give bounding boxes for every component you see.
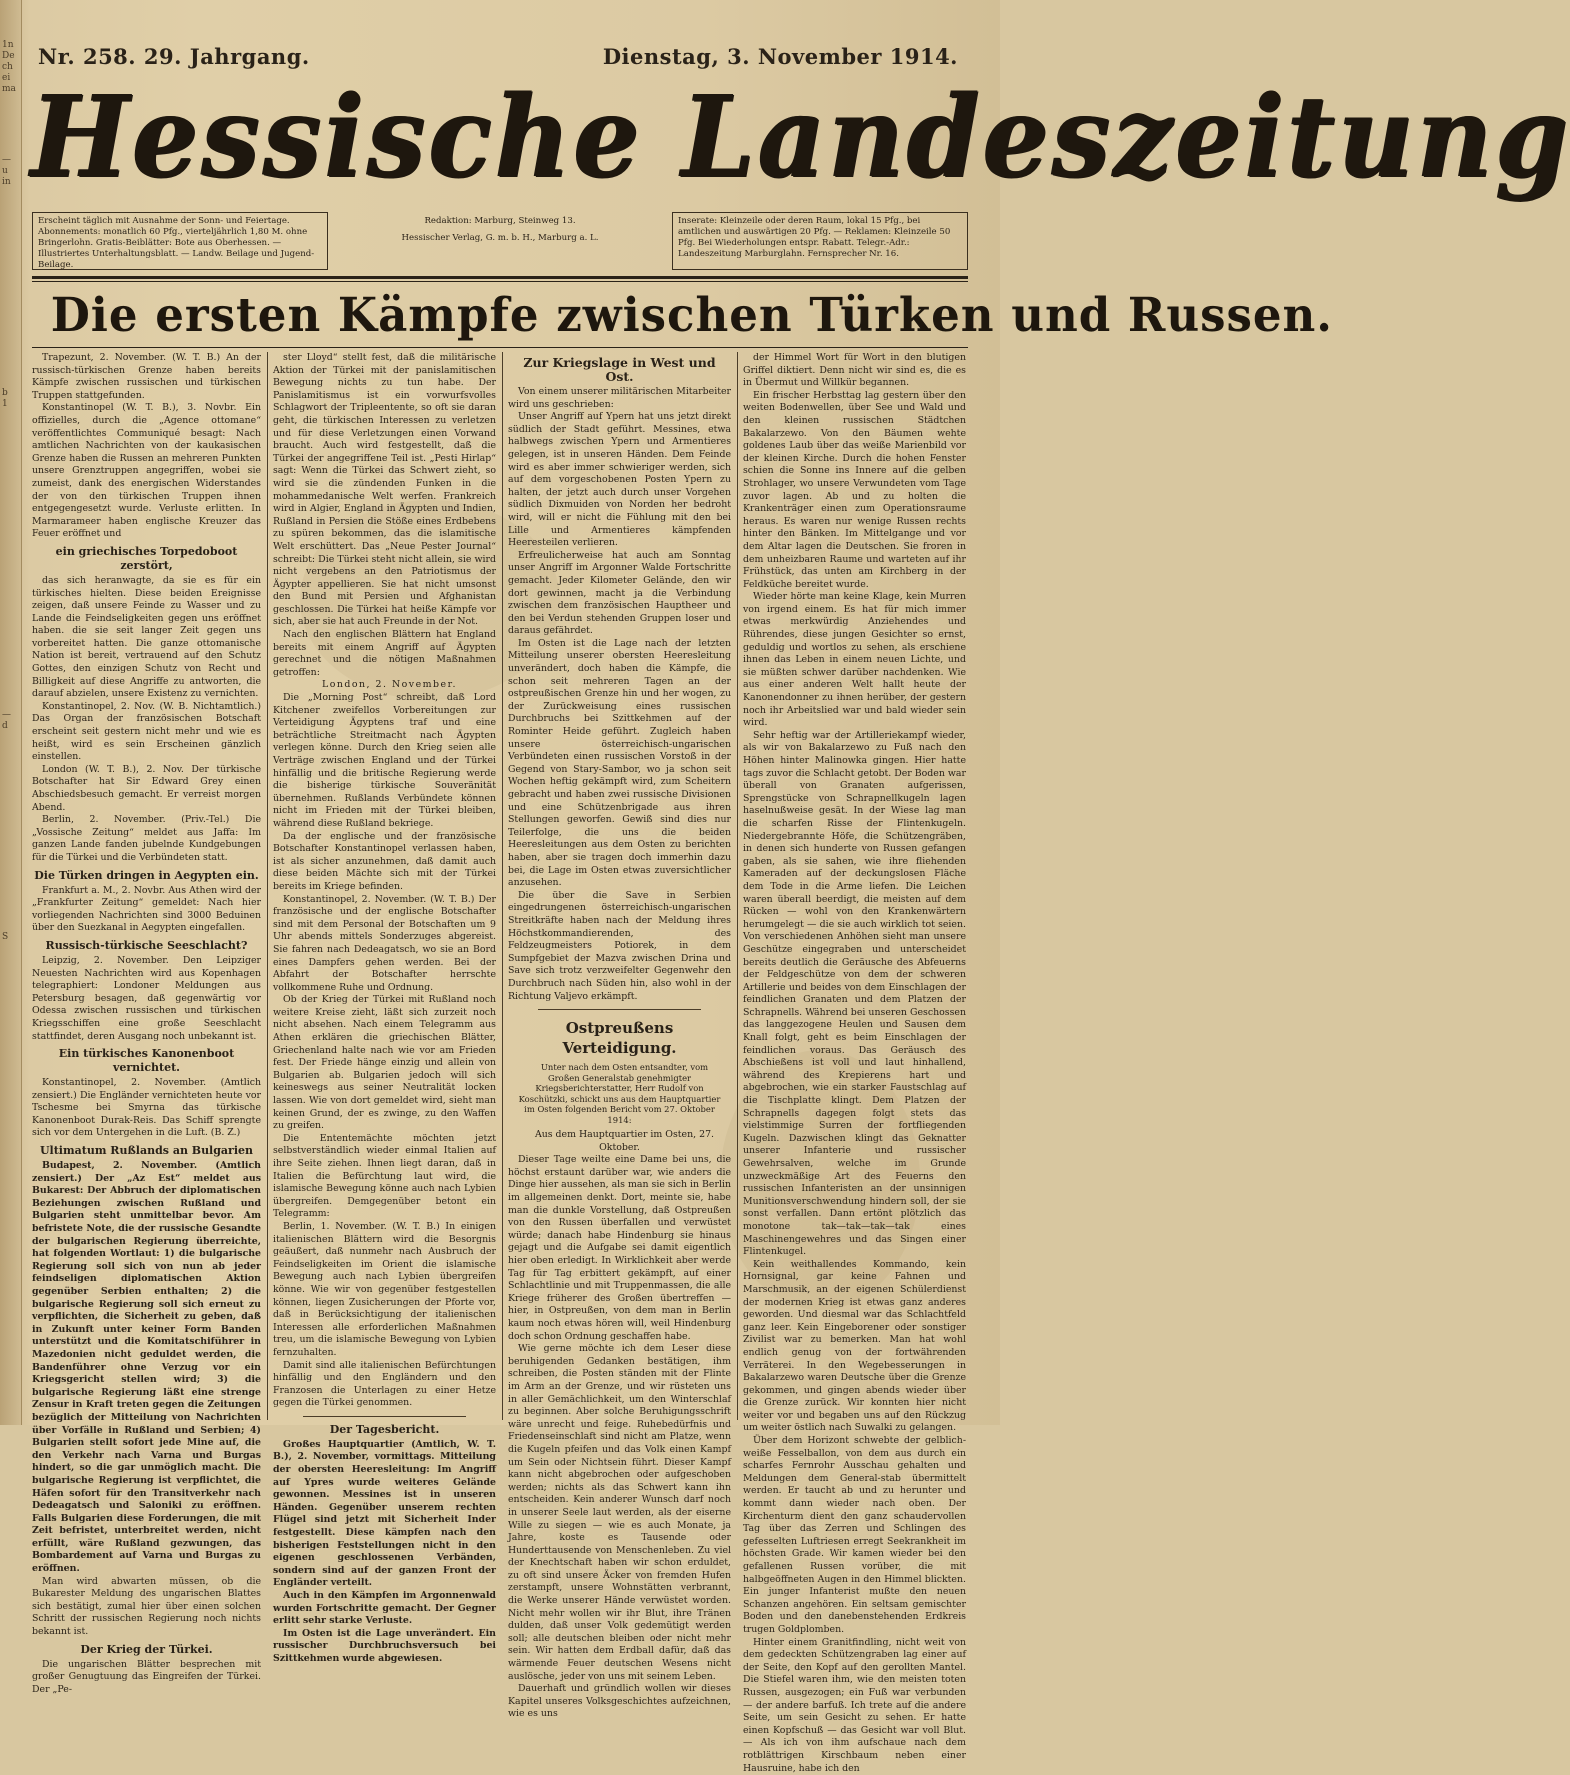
paragraph: Man wird abwarten müssen, ob die Bukarester Meldung des ungarischen Blattes sich bestätigt, zumal hier über einen solchen Schritt der russischen Regierung noch nichts bekannt ist. <box>32 1575 261 1638</box>
header-rule <box>32 276 968 279</box>
paragraph: Damit sind alle italienischen Befürchtungen hinfällig und den Engländern und den Franzosen die Unterlagen zu einer Hetze gegen die Türkei genommen. <box>273 1359 496 1409</box>
dateline: London, 2. November. <box>321 679 458 691</box>
paragraph: Frankfurt a. M., 2. Novbr. Aus Athen wird der „Frankfurter Zeitung“ gemeldet: Nach hier vorliegenden Nachrichten sind 3000 Beduinen über den Suezkanal in Aegypten eingefallen. <box>32 884 261 934</box>
dateline: Aus dem Hauptquartier im Osten, 27. Oktober. <box>534 1129 715 1153</box>
paragraph: Da der englische und der französische Botschafter Konstantinopel verlassen haben, ist als sicher anzunehmen, daß damit auch diese beiden Mächte sich mit der Türkei bereits im Kriege befinden. <box>273 830 496 892</box>
byline: Unter nach dem Osten entsandter, vom Großen Generalstab genehmigter Kriegsberichterstatter, Herr Rudolf von Koschützki, schickt uns aus dem Hauptquartier im Osten folgenden Bericht vom 27. Oktober 1914: <box>518 1062 721 1125</box>
paragraph: Unser Angriff auf Ypern hat uns jetzt direkt südlich der Stadt geführt. Messines, etwa halbwegs zwischen Ypern und Armentieres gelegen, ist in unseren Händen. Dem Feinde wird es aber immer schwieriger werden, sich auf dem vorgeschobenen Posten Ypern zu halten, der jetzt auch durch unser Vorgehen südlich Dixmuiden von Norden her bedroht wird, will er nicht die Fühlung mit den bei Lille und Armentieres kämpfenden Heeresteilen verlieren. <box>508 411 731 549</box>
paragraph: Konstantinopel, 2. November. (Amtlich zensiert.) Die Engländer vernichteten heute vor Tschesme bei Smyrna das türkische Kanonenboot Durak-Reis. Das Schiff sprengte sich vor dem Untergehen in die Luft. (B. Z.) <box>32 1077 261 1139</box>
subheading: Die Türken dringen in Aegypten ein. <box>34 868 259 882</box>
subheading: ein griechisches Torpedoboot zerstört, <box>55 544 238 572</box>
edge-fragment: ei <box>2 73 11 83</box>
publisher-name: Hessischer Verlag, G. m. b. H., Marburg a. L. <box>401 233 599 243</box>
paragraph: ster Lloyd“ stellt fest, daß die militärische Aktion der Türkei mit der panislamitischen Bewegung nichts zu tun habe. Der Panislamitismus ist ein vorwurfsvolles Schlagwort der Tripleentente, so oft sie daran geht, die türkischen Interessen zu verletzen und für diese Verletzungen einen Vorwand braucht. Auch wird festgestellt, daß die Türkei der angegriffene Teil ist. „Pesti Hirlap“ sagt: Wenn die Türkei das Schwert zieht, so wird sie die zündenden Funken in die mohammedanische Welt werfen. Frankreich wird in Algier, England in Ägypten und Indien, Rußland in Persien die Stöße eines Erdbebens zu spüren bekommen, das die islamitische Welt erschüttert. Das „Neue Pester Journal“ schreibt: Die Türkei steht nicht allein, sie wird nicht vergebens an den Patriotismus der Ägypter appellieren. Sie hat nicht umsonst den Bund mit Persien und Afghanistan geschlossen. Die Türkei hat heiße Kämpfe vor sich, aber sie hat auch Freunde in der Not. <box>273 352 496 628</box>
paragraph: Wie gerne möchte ich dem Leser diese beruhigenden Gedanken bestätigen, ihm schreiben, die Posten ständen mit der Flinte im Arm an der Grenze, und wir rüsteten uns in aller Gemächlichkeit, um den Winterschlaf zu beginnen. Aber solche Beruhigungsschrift wäre unrecht und feige. Ruhebedürfnis und Friedenseinschlaft sind nicht am Platze, wenn die Kugeln pfeifen und das Volk einen Kampf um Sein oder Nichtsein führt. Dieser Kampf kann nicht abgebrochen oder aufgeschoben werden; nichts als das Schwert kann ihn entscheiden. Kein anderer Wunsch darf noch in unserer Seele laut werden, als der eiserne Wille zu siegen — wie es auch Monate, ja Jahre, koste es Tausende oder Hunderttausende von Menschenleben. Zu viel der Knechtschaft haben wir schon erduldet, zu oft sind unsere Äcker von fremden Hufen zerstampft, unsere Wohnstätten verbrannt, die Werke unserer Hände verwüstet worden. Nicht mehr wollen wir ihr Blut, ihre Tränen dulden, daß unser Volk gedemütigt werden soll; alle deutschen bleiben oder nicht mehr sein. Wir hatten dem Erdball dafür, daß das wärmende Feuer deutschen Wesens nicht auslösche, jeder von uns mit seinem Leben. <box>508 1343 731 1682</box>
column-3 <box>502 352 731 1720</box>
paragraph: Im Osten ist die Lage unverändert. Ein russischer Durchbruchsversuch bei Szittkehmen wurde abgewiesen. <box>273 1627 496 1664</box>
main-headline: Die ersten Kämpfe zwischen Türken und Russen. <box>50 288 1333 343</box>
edge-fragment: b <box>2 388 8 398</box>
issue-line <box>38 42 958 70</box>
paragraph: Die „Morning Post“ schreibt, daß Lord Kitchener zweifellos Vorbereitungen zur Verteidigung Ägyptens traf und eine beträchtliche Streitmacht nach Ägypten verlegen könne. Durch den Krieg seien alle Verträge zwischen England und der Türkei hinfällig und die britische Regierung werde die bisherige türkische Souveränität übernehmen. Rußlands Verbündete können nicht im Frieden mit der Türkei bleiben, während diese Rußland bekriege. <box>273 692 496 829</box>
section-separator <box>538 1009 701 1010</box>
issue-number: Nr. 258. 29. Jahrgang. <box>38 43 310 69</box>
edge-fragment: in <box>2 177 11 187</box>
edge-fragment: 1 <box>2 399 8 409</box>
subheading: Zur Kriegslage in West und Ost. <box>523 355 716 384</box>
paragraph: Auch in den Kämpfen im Argonnenwald wurden Fortschritte gemacht. Der Gegner erlitt sehr starke Verluste. <box>273 1590 496 1627</box>
paragraph: Konstantinopel, 2. November. (W. T. B.) Der französische und der englische Botschafter sind mit dem Personal der Botschaften um 9 Uhr abends mittels Sonderzuges abgereist. Sie fahren nach Dedeagatsch, wo sie an Bord eines Dampfers gehen werden. Bei der Abfahrt der Botschafter herrschte vollkommene Ruhe und Ordnung. <box>273 893 496 993</box>
paragraph: Die über die Save in Serbien eingedrungenen österreichisch-ungarischen Streitkräfte haben nach der Meldung ihres Höchstkommandierenden, des Feldzeugmeisters Potiorek, in dem Sumpfgebiet der Mazva zwischen Drina und Save sich trotz verzweifelter Gegenwehr den Durchbruch nach Süden hin, also wohl in der Richtung Valjevo erkämpft. <box>508 889 731 1002</box>
paragraph: Nach den englischen Blättern hat England bereits mit einem Angriff auf Ägypten gerechnet und die nötigen Maßnahmen getroffen: <box>273 629 496 678</box>
masthead-title: Hessische Landeszeitung <box>30 70 1570 203</box>
paragraph: Berlin, 1. November. (W. T. B.) In einigen italienischen Blättern wird die Besorgnis geäußert, daß nunmehr nach Ausbruch der Feindseligkeiten im Orient die islamische Bewegung auch nach Lybien übergreifen könne. Wie wir von gegenüber festgestellen können, liegen Zusicherungen der Pforte vor, daß in Berücksichtigung der italienischen Interessen alle erforderlichen Maßnahmen treu, um die islamische Bewegung von Lybien fernzuhalten. <box>273 1220 496 1358</box>
subheading: Der Krieg der Türkei. <box>80 1642 213 1656</box>
paragraph: Ein frischer Herbsttag lag gestern über den weiten Bodenwellen, über See und Wald und den kleinen russischen Städtchen Bakalarzewo. Von den Bäumen wehte goldenes Laub über das weiße Marienbild vor der kleinen Kirche. Durch die hohen Fenster schien die Sonne ins Innere auf die gelben Strohlager, wo unsere Verwundeten vom Tage zuvor lagen. Ab und zu holten die Krankenträger einen zum Operationsraume heraus. Es waren nur wenige Russen rechts hinter den Bänken. Im Mittelgange und vor dem Altar lagen die Deutschen. Sie froren in dem unheizbaren Raume und warteten auf ihr Frühstück, das unten am Kirchberg in der Feldküche bereitet wurde. <box>743 389 966 590</box>
subheading: Der Tagesbericht. <box>329 1422 440 1436</box>
paragraph: Wieder hörte man keine Klage, kein Murren von irgend einem. Es hat für mich immer etwas merkwürdig Anziehendes und Rührendes, diese jungen Gesichter so ernst, geduldig und wortlos zu sehen, als erschiene ihnen das Leben in einem neuen Lichte, und sie müßten schwer darüber nachdenken. Wie aus einer anderen Welt hallt heute der Kanonendonner zu ihnen herüber, der gestern noch ihr Arbeitslied war und bald wieder sein wird. <box>743 591 966 729</box>
paragraph: Leipzig, 2. November. Den Leipziger Neuesten Nachrichten wird aus Kopenhagen telegraphiert: Londoner Meldungen aus Petersburg besagen, daß gegenwärtig vor Odessa zwischen russischen und türkischen Kriegsschiffen eine große Seeschlacht stattfindet, deren Ausgang noch unbekannt ist. <box>32 954 261 1042</box>
issue-date: Dienstag, 3. November 1914. <box>602 43 958 69</box>
paragraph: Über dem Horizont schwebte der gelblich-weiße Fesselballon, von dem aus durch ein scharfes Fernrohr Ausschau gehalten und Meldungen dem General-stab übermittelt werden. Er taucht ab und zu herunter und kommt dann wieder nach oben. Der Kirchenturm dient den ganz schaudervollen Tag über das Zerren und Schlingen des gefesselten Luftriesen erregt Seekrankheit im höchsten Grade. Wir kamen wieder bei den gefallenen Russen vorüber, die mit halbgeöffneten Augen in den Himmel blickten. Ein junger Infanterist mußte den neuen Schanzen angehören. Ein seltsam gemischter Boden und den danebenstehenden Erdkreis trugen Goldplomben. <box>743 1435 966 1635</box>
headline-rule <box>32 347 968 348</box>
editorial-address: Redaktion: Marburg, Steinweg 13. <box>424 216 576 226</box>
section-separator <box>303 1416 466 1417</box>
paragraph: Hinter einem Granitfindling, nicht weit von dem gedeckten Schützengraben lag einer auf der Seite, den Kopf auf den gerollten Mantel. Die Stiefel waren ihm, wie den meisten toten Russen, ausgezogen; ein Fuß war verbunden — der andere barfuß. Ich trete auf die andere Seite, um sein Gesicht zu sehen. Er hatte einen Kopfschuß — das Gesicht war voll Blut. — Als ich von ihm aufschaue nach dem rotblättrigen Kirschbaum neben einer Hausruine, habe ich den <box>743 1636 966 1774</box>
paragraph: Sehr heftig war der Artilleriekampf wieder, als wir von Bakalarzewo zu Fuß nach den Höhen hinter Malinowka gingen. Hier hatte tags zuvor die Schlacht getobt. Der Boden war überall von Granaten aufgerissen, Sprengstücke von Schrapnellkugeln lagen haselnußweise gesät. In der Wiese lag man die scharfen Risse der Flintenkugeln. Niedergebrannte Höfe, die Schützengräben, in denen sich hunderte von Russen gefangen gaben, als sie sahen, wie ihre fliehenden Kameraden auf der deckungslosen Fläche dem Tode in die Arme liefen. Die Leichen waren überall beerdigt, die meisten auf dem Rücken — wohl von den Krankenwärtern herumgelegt — die sie auch wirklich tot seien. Von verschiedenen Anhöhen sieht man unsere Geschütze eingegraben und unterscheidet bereits deutlich die Geräusche des Abfeuerns der Feldgeschütze von dem der schweren Artillerie und beides von dem Einschlagen der feindlichen Granaten und dem Platzen der Schrapnells. Während bei unseren Geschossen das langgezogene Heulen und Sausen dem Knall folgt, geht es beim Einschlagen der feindlichen voraus. Das Geräusch des Abschießens ist voll und laut hinhallend, während des Krepierens hart und abgebrochen, wie ein starker Faustschlag auf die Tischplatte klingt. Dem Platzen der Schrapnells dagegen folgt stets das vielstimmige Surren der fortfliegenden Kugeln. Dazwischen klingt das Geknatter unserer Infanterie und russischer Gewehrsalven, welche im Grunde unzweckmäßige Art des Feuerns den russischen Infanteristen an der unsinnigen Munitionsverschwendung hindern soll, der sie sonst verfallen. Dann ertönt plötzlich das monotone tak—tak—tak—tak eines Maschinengewehres und das Singen einer Flintenkugel. <box>743 729 966 1258</box>
edge-fragment: ch <box>2 62 13 72</box>
column-1 <box>32 352 261 1695</box>
paragraph: London (W. T. B.), 2. Nov. Der türkische Botschafter hat Sir Edward Grey einen Abschiedsbesuch gemacht. Er verreist morgen Abend. <box>32 763 261 813</box>
paragraph: Budapest, 2. November. (Amtlich zensiert.) Der „Az Est“ meldet aus Bukarest: Der Abbruch der diplomatischen Beziehungen zwischen Rußland und Bulgarien steht unmittelbar bevor. Am befristete Note, die der russische Gesandte der bulgarischen Regierung überreichte, hat folgenden Wortlaut: 1) die bulgarische Regierung soll sich von nun ab jeder feindseligen diplomatischen Aktion gegenüber Serbien enthalten; 2) die bulgarische Regierung soll sich erneut zu verpflichten, die Sicherheit zu geben, daß in Zukunft unter keiner Form Banden unterstützt und die Komitatschiführer in Mazedonien nicht geduldet werden, die Bandenführer ohne Verzug vor ein Kriegsgericht stellen wird; 3) die bulgarische Regierung läßt eine strenge Zensur in Kraft treten gegen die Zeitungen bezüglich der Mitteilung von Nachrichten über Vorfälle in Rußland und Serbien; 4) Bulgarien stellt sofort jede Mine auf, die den Verkehr nach Varna und Burgas hindert, so die gar unmöglich macht. Die bulgarische Regierung ist verpflichtet, die Häfen sofort für den Transitverkehr nach Dedeagatsch und Saloniki zu eröffnen. Falls Bulgarien diese Forderungen, die mit Zeit befristet, unterbreitet werden, nicht erfüllt, wäre Rußland gezwungen, das Bombardement auf Varna und Burgas zu eröffnen. <box>32 1160 261 1575</box>
paragraph: Konstantinopel, 2. Nov. (W. B. Nichtamtlich.) Das Organ der französischen Botschaft erscheint seit gestern nicht mehr und wie es heißt, wird es sein Erscheinen gänzlich einstellen. <box>32 700 261 763</box>
paragraph: Trapezunt, 2. November. (W. T. B.) An der russisch-türkischen Grenze haben bereits Kämpfe zwischen russischen und türkischen Truppen stattgefunden. <box>32 352 261 401</box>
column-2 <box>267 352 496 1664</box>
article-columns <box>32 352 968 1774</box>
paragraph: Kein weithallendes Kommando, kein Hornsignal, gar keine Fahnen und Marschmusik, an der eigenen Schülerdienst der modernen Krieg ist etwas ganz anderes geworden. Und diesmal war das Schlachtfeld ganz leer. Kein Eingeborener oder sonstiger Zivilist war zu bemerken. Man hat wohl endlich genug von der fortwährenden Verräterei. In den Wegebesserungen in Bakalarzewo waren Deutsche über die Grenze gekommen, und gingen abends wieder über die Grenze zurück. Wir konnten hier nicht weiter vor und begaben uns auf den Rückzug um weiter östlich nach Suwalki zu gelangen. <box>743 1258 966 1434</box>
paragraph: Die Ententemächte möchten jetzt selbstverständlich wieder einmal Italien auf ihre Seite ziehen. Ihnen liegt daran, daß in Italien die Befürchtung laut wird, die islamische Bewegung könne auch nach Lybien übergreifen. Demgegenüber betont ein Telegramm: <box>273 1132 496 1220</box>
publisher-info <box>350 212 650 270</box>
edge-fragment: De <box>2 51 15 61</box>
column-4 <box>737 352 966 1774</box>
paragraph: Dieser Tage weilte eine Dame bei uns, die höchst erstaunt darüber war, wie anders die Dinge hier aussehen, als man sie sich in Berlin im allgemeinen denkt. Dort, meinte sie, habe man die dunkle Vorstellung, daß Ostpreußen von den Russen überfallen und verwüstet würde; danach habe Hindenburg sie hinaus gejagt und die Aufgabe sei damit eigentlich hier oben erledigt. In Wirklichkeit aber werde Tag für Tag erbittert gekämpft, auf einer Schlachtlinie und mit Truppenmassen, die alle Kriege früherer des Großen übertreffen — hier, in Ostpreußen, von dem man in Berlin kaum noch etwas hören will, weil Hindenburg doch schon Ordnung geschaffen habe. <box>508 1154 731 1342</box>
edge-fragment: — <box>2 710 11 720</box>
paragraph: der Himmel Wort für Wort in den blutigen Griffel diktiert. Denn nicht wir sind es, die es in Übermut und Willkür begannen. <box>743 352 966 389</box>
edge-fragment: ma <box>2 84 16 94</box>
paragraph: Im Osten ist die Lage nach der letzten Mitteilung unserer obersten Heeresleitung unverändert, doch haben die Kämpfe, die schon seit mehreren Tagen an der ostpreußischen Grenze hin und her wogen, zu der Zurückweisung eines russischen Durchbruchs bei Szittkehmen auf der Rominter Heide geführt. Zugleich haben unsere österreichisch-ungarischen Verbündeten einen russischen Vorstoß in der Gegend von Stary-Sambor, wo ja schon seit Wochen heftig gekämpft wird, zum Scheitern gebracht und haben zwei russische Divisionen und eine Schützenbrigade aus ihren Stellungen geworfen. Gewiß sind dies nur Teilerfolge, die uns die beiden Heeresleitungen aus dem Osten zu berichten haben, aber sie tragen doch immerhin dazu bei, die Lage im Osten etwas zuversichtlicher anzusehen. <box>508 637 731 889</box>
paragraph: Großes Hauptquartier (Amtlich, W. T. B.), 2. November, vormittags. Mitteilung der obersten Heeresleitung: Im Angriff auf Ypres wurde weiteres Gelände gewonnen. Messines ist in unseren Händen. Gegenüber unserem rechten Flügel sind jetzt mit Sicherheit Inder festgestellt. Diese kämpfen nach den bisherigen Feststellungen nicht in den eigenen geschlossenen Verbänden, sondern sind auf der ganzen Front der Engländer verteilt. <box>273 1438 496 1589</box>
paragraph: Die ungarischen Blätter besprechen mit großer Genugtuung das Eingreifen der Türkei. Der „Pe- <box>32 1658 261 1695</box>
subheading: Russisch-türkische Seeschlacht? <box>45 938 248 952</box>
adjacent-page-edge <box>0 0 22 1425</box>
paragraph: Ob der Krieg der Türkei mit Rußland noch weitere Kreise zieht, läßt sich zurzeit noch nicht absehen. Nach einem Telegramm aus Athen erklären die griechischen Blätter, Griechenland halte nach wie vor am Frieden fest. Der Friede hänge einzig und allein von Bulgarien ab. Bulgarien jedoch will sich keineswegs aus seiner Neutralität locken lassen. Wie von dort gemeldet wird, sieht man keinen Grund, der es zwinge, zu den Waffen zu greifen. <box>273 994 496 1132</box>
paragraph: Von einem unserer militärischen Mitarbeiter wird uns geschrieben: <box>508 386 731 410</box>
subheading: Ein türkisches Kanonenboot vernichtet. <box>58 1047 235 1075</box>
paragraph: das sich heranwagte, da sie es für ein türkisches hielten. Diese beiden Ereignisse zeigen, daß unsere Feinde zu Wasser und zu Lande die Feindseligkeiten gegen uns eröffnet haben. die sie seit langer Zeit gegen uns vorbereitet hatten. Die ganze ottomanische Nation ist bereit, vertrauend auf den Schutz Gottes, den einzigen Schutz von Recht und Billigkeit auf diese Angriffe zu antworten, die darauf abzielen, unsere Existenz zu vernichten. <box>32 574 261 700</box>
edge-fragment: 1n <box>2 40 14 50</box>
edge-fragment: S <box>2 932 9 942</box>
paragraph: Dauerhaft und gründlich wollen wir dieses Kapitel unseres Volksgeschichtes aufzeichnen, wie es uns <box>508 1683 731 1720</box>
subheading: Ultimatum Rußlands an Bulgarien <box>39 1144 254 1158</box>
info-bar <box>32 212 968 270</box>
advertising-info: Inserate: Kleinzeile oder deren Raum, lokal 15 Pfg., bei amtlichen und auswärtigen 20 Pfg. — Reklamen: Kleinzeile 50 Pfg. Bei Wiederholungen entspr. Rabatt. Telegr.-Adr.: Landeszeitung Marburglahn. Fernsprecher Nr. 16. <box>672 212 968 270</box>
edge-fragment: d <box>2 721 8 731</box>
edge-fragment: u <box>2 166 8 176</box>
subscription-info: Erscheint täglich mit Ausnahme der Sonn- und Feiertage. Abonnements: monatlich 60 Pfg., vierteljährlich 1,80 M. ohne Bringerlohn. Gratis-Beiblätter: Bote aus Oberhessen. — Illustriertes Unterhaltungsblatt. — Landw. Beilage und Jugend-Beilage. <box>32 212 328 270</box>
paragraph: Berlin, 2. November. (Priv.-Tel.) Die „Vossische Zeitung“ meldet aus Jaffa: Im ganzen Lande fanden jubelnde Kundgebungen für die Türkei und die Verbündeten statt. <box>32 814 261 863</box>
edge-fragment: — <box>2 155 11 165</box>
section-heading: Ostpreußens Verteidigung. <box>562 1019 677 1058</box>
paragraph: Konstantinopel (W. T. B.), 3. Novbr. Ein offizielles, durch die „Agence ottomane“ veröffentlichtes Communiqué besagt: Nach amtlichen Nachrichten von der kaukasischen Grenze haben die Russen an mehreren Punkten unsere Grenztruppen angegriffen, wobei sie zumeist, dank des energischen Widerstandes der von den türkischen Truppen ihnen entgegengesetzt wurde. Verluste erlitten. In Marmarameer haben englische Kreuzer das Feuer eröffnet und <box>32 402 261 540</box>
paragraph: Erfreulicherweise hat auch am Sonntag unser Angriff im Argonner Walde Fortschritte gemacht. Jeder Kilometer Gelände, den wir dort gewinnen, macht ja die Verbindung zwischen dem französischen Hauptheer und den bei Verdun stehenden Gruppen loser und daraus gefährdet. <box>508 549 731 637</box>
header-rule-thin <box>32 281 968 282</box>
